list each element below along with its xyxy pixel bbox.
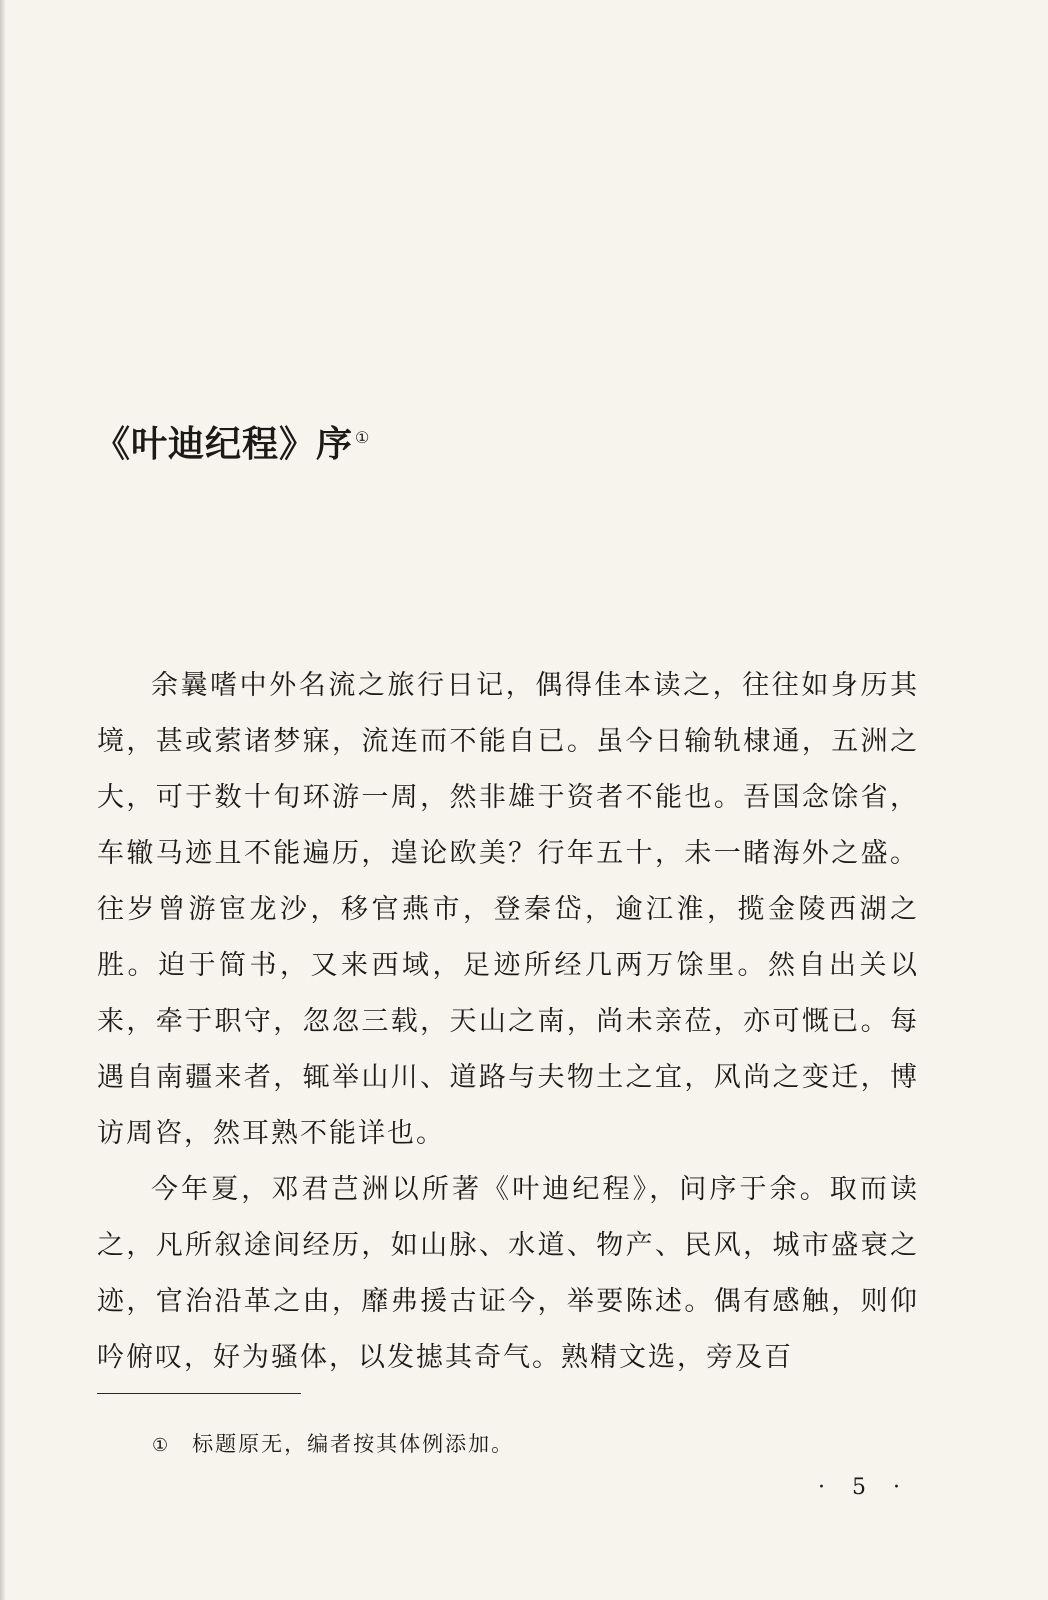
footnote-divider xyxy=(97,1393,301,1394)
title-footnote-marker: ① xyxy=(355,428,371,448)
paragraph-2: 今年夏，邓君芑洲以所著《叶迪纪程》，问序于余。取而读之，凡所叙途间经历，如山脉、水道、物产、民风，城市盛衰之迹，官治沿革之由，靡弗援古证今，举要陈述。偶有感触，则仰吟俯叹，好为骚体，以发摅其奇气。熟精文选，旁及百 xyxy=(97,1174,919,1373)
footnote-marker: ① xyxy=(152,1435,171,1456)
page-title xyxy=(94,416,370,467)
body-text xyxy=(97,658,919,1386)
title-text: 《叶迪纪程》序 xyxy=(94,423,354,466)
paragraph-1: 余曩嗜中外名流之旅行日记，偶得佳本读之，往往如身历其境，甚或萦诸梦寐，流连而不能自已。虽今日输轨棣通，五洲之大，可于数十旬环游一周，然非雄于资者不能也。吾国念馀省，车辙马迹且不能遍历，遑论欧美？行年五十，未一睹海外之盛。往岁曾游宦龙沙，移官燕市，登秦岱，逾江淮，揽金陵西湖之胜。迫于简书，又来西域，足迹所经几两万馀里。然自出关以来，牵于职守，忽忽三载，天山之南，尚未亲莅，亦可慨已。每遇自南疆来者，辄举山川、道路与夫物土之宜，风尚之变迁，博访周咨，然耳熟不能详也。 xyxy=(97,670,919,1149)
footnote xyxy=(152,1428,514,1458)
page-number: · 5 · xyxy=(818,1475,910,1500)
footnote-text: 标题原无，编者按其体例添加。 xyxy=(192,1432,515,1456)
scan-edge-shadow xyxy=(0,0,6,1600)
